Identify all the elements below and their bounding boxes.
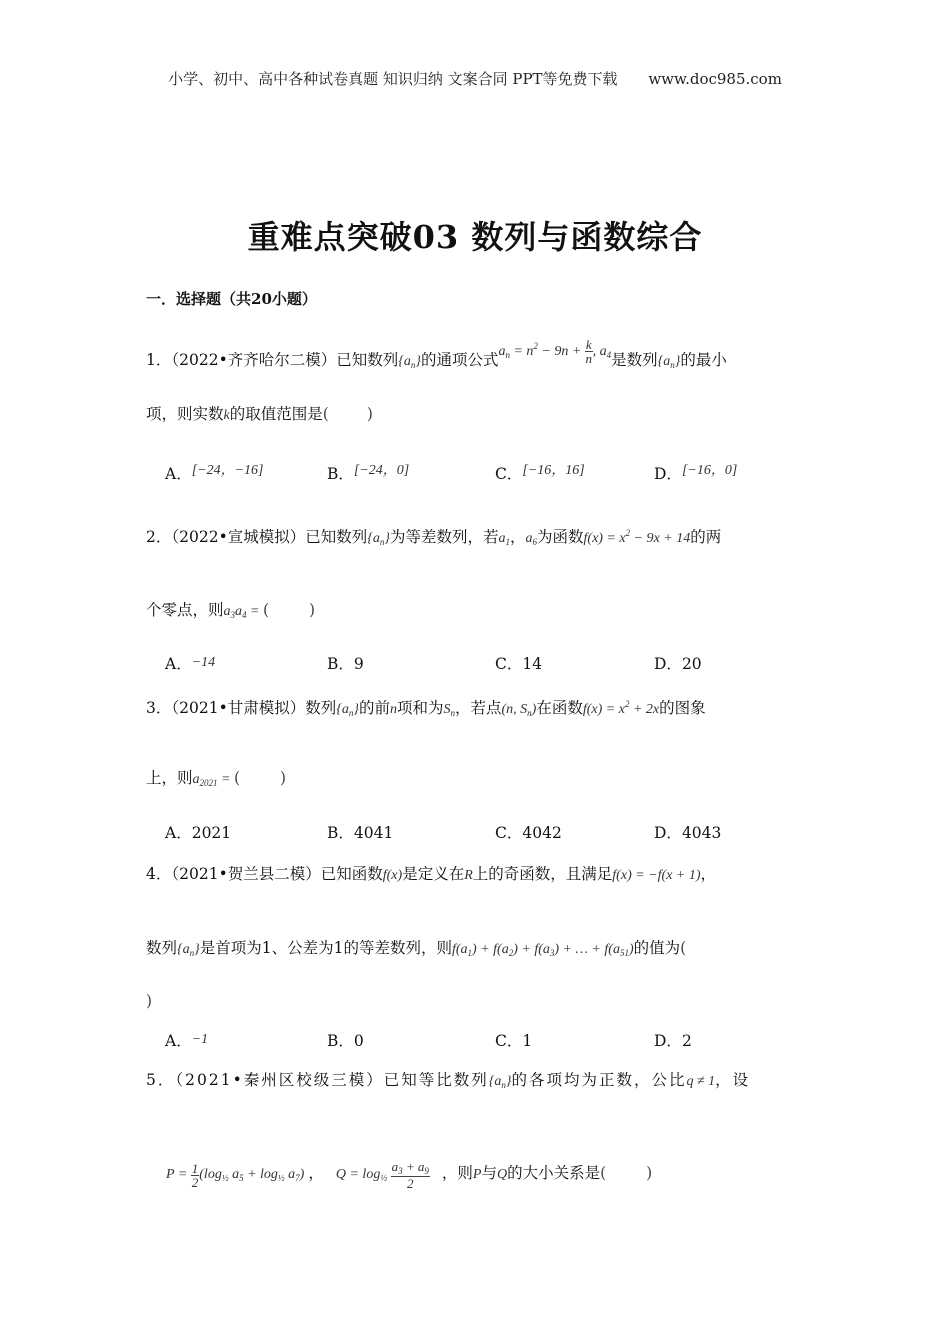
option-value: 2 xyxy=(681,1032,692,1050)
math-a6: $a_6$ xyxy=(525,531,537,547)
math-Q-def: $Q = \log_{\frac{1}{2}}$ $\frac{a_3 + a_9}{2}$ xyxy=(335,1159,429,1191)
question-number: 3． xyxy=(146,699,172,717)
question-number: 5． xyxy=(146,1071,176,1089)
math-seq-an: $\{a_n\}$ xyxy=(398,354,421,370)
option-label: C． xyxy=(495,824,523,842)
q2-option-a[interactable] xyxy=(165,652,215,674)
question-4-line-2 xyxy=(146,936,686,958)
option-value: 1 xyxy=(522,1032,533,1050)
answer-paren-close: ) xyxy=(280,769,287,787)
q1-option-b[interactable] xyxy=(327,462,409,484)
question-2-line-2 xyxy=(146,598,315,620)
math-seq-an: $\{a_n\}$ xyxy=(177,942,200,958)
question-text: ， xyxy=(700,865,717,883)
question-text: 个零点，则 xyxy=(146,601,224,619)
q1-option-d[interactable] xyxy=(654,462,737,484)
answer-paren-open: ( xyxy=(262,601,270,619)
question-text: 已知等比数列 xyxy=(383,1071,489,1089)
question-text: 上，则 xyxy=(146,769,193,787)
question-text: 的通项公式 xyxy=(420,351,499,369)
question-1-line-1 xyxy=(146,337,727,375)
question-text: 在函数 xyxy=(536,699,583,717)
question-4-line-3 xyxy=(146,992,152,1010)
option-label: B． xyxy=(327,655,354,673)
option-label: D． xyxy=(654,824,682,842)
q4-option-c[interactable] xyxy=(495,1029,532,1051)
option-value: 4041 xyxy=(353,824,394,842)
answer-paren-close: ) xyxy=(309,601,316,619)
question-text: 是定义在 xyxy=(402,865,465,883)
question-text: 项，则实数 xyxy=(146,405,224,423)
question-text: 上的奇函数，且满足 xyxy=(472,865,613,883)
math-seq-an: $\{a_n\}$ xyxy=(336,702,359,718)
question-number: 1． xyxy=(146,351,172,369)
option-label: C． xyxy=(495,1032,523,1050)
option-value: 2021 xyxy=(191,824,232,842)
question-text: 是数列 xyxy=(611,351,658,369)
math-q-ne-1: q ≠ 1 xyxy=(686,1074,716,1089)
answer-paren-open: ( xyxy=(600,1164,607,1183)
question-text: 已知函数 xyxy=(320,865,383,883)
question-text: ， xyxy=(509,528,526,546)
option-value: 9 xyxy=(353,655,364,673)
answer-paren-close: ) xyxy=(146,992,153,1010)
question-text: 的图象 xyxy=(659,699,706,717)
math-k: k xyxy=(223,408,230,423)
question-text: 与 xyxy=(481,1164,497,1183)
header-text: 小学、初中、高中各种试卷真题 知识归纳 文案合同 PPT等免费下载 xyxy=(168,70,618,88)
question-number: 2． xyxy=(146,528,172,546)
question-text: 的前 xyxy=(358,699,390,717)
question-text: 已知数列 xyxy=(336,351,399,369)
option-label: A． xyxy=(165,1032,192,1050)
question-2-line-1 xyxy=(146,525,721,547)
option-value: [−24，0] xyxy=(353,463,410,478)
question-text: 项和为 xyxy=(396,699,444,717)
question-source: （2021•甘肃模拟） xyxy=(171,699,306,717)
page-title: 重难点突破03 数列与函数综合 xyxy=(247,218,703,256)
option-label: A． xyxy=(165,824,192,842)
option-label: A． xyxy=(165,655,192,673)
q4-option-b[interactable] xyxy=(327,1029,364,1051)
math-sum: $f(a_1) + f(a_2) + f(a_3)$ + … + $f(a_{51})$ xyxy=(451,942,634,958)
q2-option-c[interactable] xyxy=(495,652,542,674)
q4-option-d[interactable] xyxy=(654,1029,692,1051)
option-value: 4043 xyxy=(681,824,722,842)
question-5-line-1 xyxy=(146,1068,750,1090)
question-3-line-2 xyxy=(146,766,286,788)
question-source: （2022•宣城模拟） xyxy=(171,528,306,546)
math-Sn: $S_n$ xyxy=(443,702,455,718)
header-url[interactable]: www.doc985.com xyxy=(648,70,782,88)
question-source: （2021•贺兰县二模） xyxy=(171,865,321,883)
question-text: 的值为 xyxy=(633,939,681,957)
answer-paren-open: ( xyxy=(322,405,329,423)
math-point: (n, $S_n$) xyxy=(501,702,537,718)
question-source: （2022•齐齐哈尔二模） xyxy=(171,351,337,369)
math-P-def: P = $\frac{1}{2}$ ($\log_{\frac{1}{2}}$ $a_5 + \log_{\frac{1}{2}} a_7$) xyxy=(166,1160,305,1190)
q3-option-b[interactable] xyxy=(327,821,393,843)
option-label: D． xyxy=(654,655,682,673)
question-text: 的大小关系是 xyxy=(507,1164,601,1183)
question-text: ，若点 xyxy=(454,699,502,717)
question-1-line-2 xyxy=(146,402,373,424)
question-text: 的最小 xyxy=(680,351,727,369)
q2-option-d[interactable] xyxy=(654,652,702,674)
question-3-line-1 xyxy=(146,696,706,718)
math-P: P xyxy=(472,1167,482,1183)
option-value: 14 xyxy=(522,655,543,673)
math-seq-an: $\{a_n\}$ xyxy=(367,531,390,547)
q1-option-a[interactable] xyxy=(165,462,264,484)
math-a3a4: $a_3a_4$ = xyxy=(223,604,263,620)
math-R: R xyxy=(464,868,473,883)
option-label: B． xyxy=(327,1032,354,1050)
math-general-term: $a_n = n^2 - 9n$ + $\frac{k}{n}$ , $a_4$ xyxy=(498,337,612,367)
math-seq-an: $\{a_n\}$ xyxy=(488,1074,512,1090)
question-text: 数列 xyxy=(305,699,337,717)
math-Q: Q xyxy=(496,1167,508,1183)
option-value: [−24，−16] xyxy=(191,463,264,478)
math-seq-an: $\{a_n\}$ xyxy=(657,354,681,370)
question-source: （2021•秦州区校级三模） xyxy=(175,1071,384,1089)
option-label: B． xyxy=(327,465,354,483)
question-text: 的取值范围是 xyxy=(229,405,323,423)
question-text: 是首项为1、公差为1的等差数列，则 xyxy=(199,939,452,957)
question-text: 为等差数列，若 xyxy=(389,528,499,546)
q3-option-c[interactable] xyxy=(495,821,562,843)
q3-option-d[interactable] xyxy=(654,821,721,843)
question-text: ，设 xyxy=(715,1071,751,1089)
option-label: C． xyxy=(495,655,523,673)
math-n: n xyxy=(389,702,397,717)
math-a1: $a_1$ xyxy=(498,531,510,547)
question-text: 的两 xyxy=(690,528,722,546)
option-value: [−16，0] xyxy=(681,463,738,478)
option-value: 4042 xyxy=(522,824,562,842)
option-label: C． xyxy=(495,465,523,483)
question-5-line-2 xyxy=(166,1160,652,1190)
question-4-line-1 xyxy=(146,862,716,884)
option-value: −14 xyxy=(191,655,216,670)
math-fx: f(x) xyxy=(382,868,403,883)
q1-option-c[interactable] xyxy=(495,462,585,484)
section-heading: 一．选择题（共20小题） xyxy=(146,290,317,308)
option-value: [−16，16] xyxy=(522,463,585,478)
answer-paren-open: ( xyxy=(233,769,241,787)
answer-paren-close: ) xyxy=(646,1164,653,1183)
math-a2021: $a_{2021}$ = xyxy=(192,772,234,788)
question-text: 的各项均为正数，公比 xyxy=(511,1071,687,1089)
option-label: A． xyxy=(165,465,192,483)
option-label: D． xyxy=(654,465,682,483)
question-text: ， xyxy=(308,1164,324,1183)
page-header xyxy=(0,68,950,89)
q2-option-b[interactable] xyxy=(327,652,364,674)
option-label: D． xyxy=(654,1032,682,1050)
question-text: 为函数 xyxy=(536,528,584,546)
q4-option-a[interactable] xyxy=(165,1029,208,1051)
option-value: 0 xyxy=(353,1032,364,1050)
question-text: 已知数列 xyxy=(305,528,368,546)
question-text: ，则 xyxy=(441,1164,473,1183)
question-number: 4． xyxy=(146,865,172,883)
option-value: −1 xyxy=(191,1032,209,1047)
option-label: B． xyxy=(327,824,354,842)
answer-paren-close: ) xyxy=(366,405,373,423)
question-text: 数列 xyxy=(146,939,178,957)
option-value: 20 xyxy=(681,655,702,673)
q3-option-a[interactable] xyxy=(165,821,231,843)
answer-paren-open: ( xyxy=(680,939,687,957)
math-function: $f(x) = x^2 - 9x + 14$ xyxy=(583,528,691,546)
math-function: $f(x) = x^2 + 2x$ xyxy=(582,699,660,717)
math-condition: f(x) = −f(x + 1) xyxy=(612,868,701,883)
